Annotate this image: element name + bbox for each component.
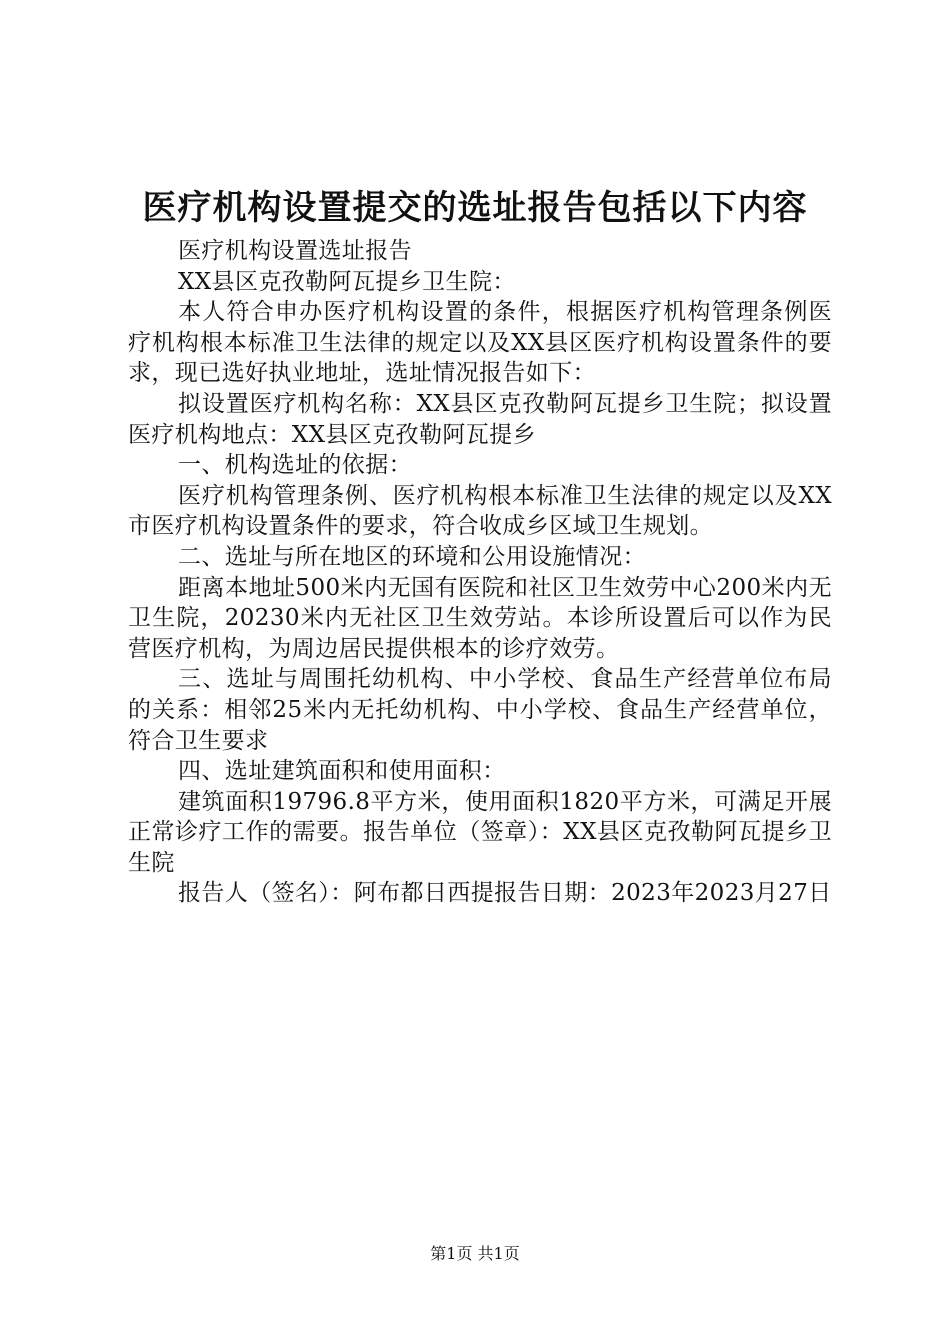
paragraph-proposed-name: 拟设置医疗机构名称：XX县区克孜勒阿瓦提乡卫生院；拟设置医疗机构地点：XX县区克孜勒阿瓦提乡	[128, 390, 832, 448]
paragraph-addressee: XX县区克孜勒阿瓦提乡卫生院：	[178, 268, 516, 295]
paragraph-section-1-heading: 一、机构选址的依据：	[178, 452, 412, 479]
document-body	[128, 236, 832, 909]
paragraph-section-4-body: 建筑面积19796.8平方米，使用面积1820平方米，可满足开展正常诊疗工作的需要。报告单位（签章）：XX县区克孜勒阿瓦提乡卫生院	[128, 788, 832, 876]
paragraph-section-1-body: 医疗机构管理条例、医疗机构根本标准卫生法律的规定以及XX市医疗机构设置条件的要求，符合收成乡区域卫生规划。	[128, 482, 832, 540]
paragraph-section-2-heading: 二、选址与所在地区的环境和公用设施情况：	[178, 543, 646, 570]
paragraph-section-2-body: 距离本地址500米内无国有医院和社区卫生效劳中心200米内无卫生院，20230米内无社区卫生效劳站。本诊所设置后可以作为民营医疗机构，为周边居民提供根本的诊疗效劳。	[128, 574, 832, 662]
document-title: 医疗机构设置提交的选址报告包括以下内容	[142, 188, 808, 228]
paragraph-intro: 本人符合申办医疗机构设置的条件，根据医疗机构管理条例医疗机构根本标准卫生法律的规定以及XX县区医疗机构设置条件的要求，现已选好执业地址，选址情况报告如下：	[128, 299, 832, 387]
page-footer: 第1页 共1页	[430, 1244, 520, 1263]
paragraph-section-4-heading: 四、选址建筑面积和使用面积：	[178, 758, 506, 785]
paragraph-signature: 报告人（签名）：阿布都日西提报告日期：2023年2023月27日	[178, 880, 832, 907]
paragraph-section-3: 三、选址与周围托幼机构、中小学校、食品生产经营单位布局的关系：相邻25米内无托幼机构、中小学校、食品生产经营单位，符合卫生要求	[128, 666, 832, 754]
paragraph-report-heading: 医疗机构设置选址报告	[178, 238, 412, 264]
